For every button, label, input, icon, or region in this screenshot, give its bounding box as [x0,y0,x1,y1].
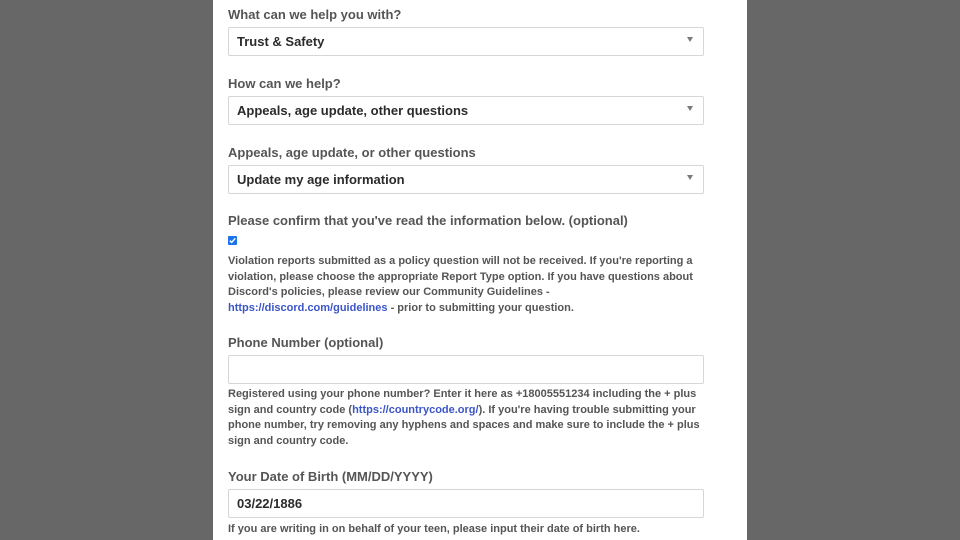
phone-field [228,335,704,447]
dob-value: 03/22/1886 [237,496,303,511]
help-topic-select[interactable] [228,27,704,56]
how-help-select[interactable] [228,96,704,125]
chevron-down-icon [687,175,693,180]
guidelines-link[interactable]: https://discord.com/guidelines [228,301,388,314]
confirm-text-before: Violation reports submitted as a policy question will not be received. If you're reporting a violation, please choose the appropriate Report Type option. If you have questions about Discord's policies, please review our Community Guidelines - [228,255,693,298]
dob-help: If you are writing in on behalf of your teen, please input their date of birth here. [228,523,640,535]
confirm-label: Please confirm that you've read the information below. (optional) [228,213,628,228]
confirm-field [228,213,704,314]
chevron-down-icon [687,106,693,111]
how-help-field [228,76,704,118]
phone-label: Phone Number (optional) [228,335,384,350]
help-topic-field [228,7,704,49]
dob-label: Your Date of Birth (MM/DD/YYYY) [228,469,433,484]
appeals-label: Appeals, age update, or other questions [228,145,476,160]
chevron-down-icon [687,37,693,42]
appeals-value: Update my age information [237,172,405,187]
dob-input[interactable] [228,489,704,518]
appeals-field [228,145,704,187]
phone-help-after: ). If you're having trouble submitting your phone number, try removing any hyphens and spaces and make sure to include the + plus sign and country code. [228,403,700,447]
help-topic-label: What can we help you with? [228,7,402,22]
check-icon [228,236,237,245]
appeals-select[interactable] [228,165,704,194]
support-form-panel [213,0,747,540]
phone-help [228,387,704,449]
help-topic-value: Trust & Safety [237,34,325,49]
dob-field [228,469,704,535]
confirm-checkbox[interactable] [228,236,237,245]
how-help-value: Appeals, age update, other questions [237,103,469,118]
confirm-description [228,254,704,316]
countrycode-link[interactable]: https://countrycode.org/ [352,403,479,416]
how-help-label: How can we help? [228,76,341,91]
phone-help-before: Registered using your phone number? Enter it here as +18005551234 including the + plus sign and country code ( [228,388,697,416]
confirm-text-after: - prior to submitting your question. [387,301,574,314]
phone-input[interactable] [228,355,704,384]
